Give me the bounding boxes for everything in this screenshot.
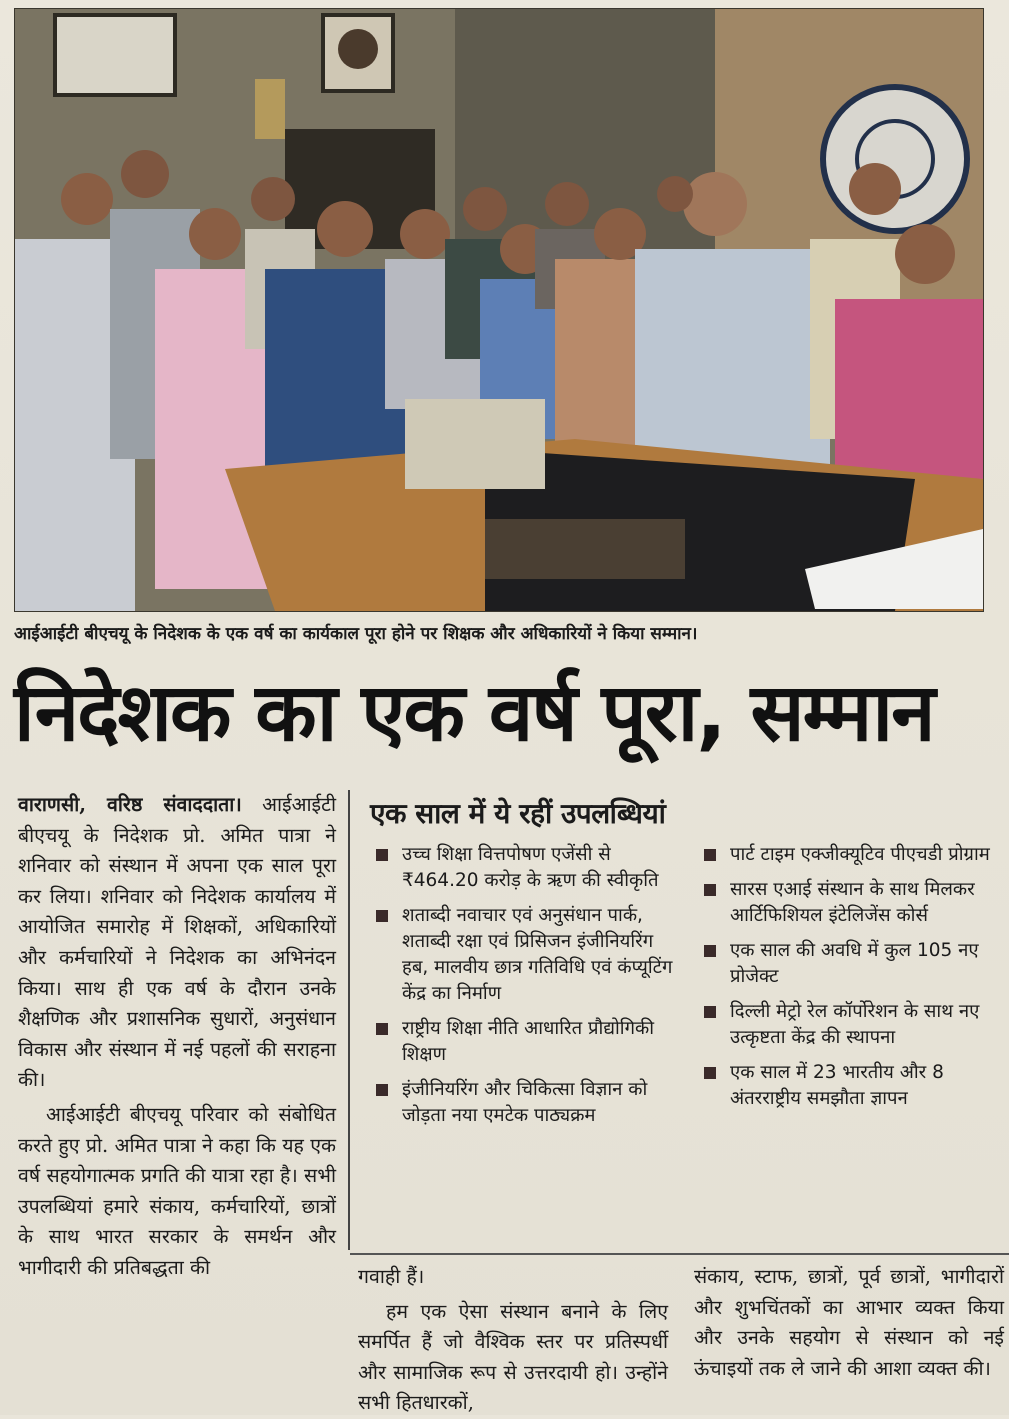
square-bullet-icon [704,884,716,896]
achievement-item: दिल्ली मेट्रो रेल कॉर्पोरेशन के साथ नए उत्कृष्टता केंद्र की स्थापना [704,999,1004,1051]
achievement-item: राष्ट्रीय शिक्षा नीति आधारित प्रौद्योगिकी शिक्षण [376,1016,676,1068]
square-bullet-icon [376,910,388,922]
photo-caption: आईआईटी बीएचयू के निदेशक के एक वर्ष का कार्यकाल पूरा होने पर शिक्षक और अधिकारियों ने किया सम्मान। [14,624,698,644]
group-photo [14,8,984,612]
square-bullet-icon [704,945,716,957]
article-paragraph: आईआईटी बीएचयू परिवार को संबोधित करते हुए प्रो. अमित पात्रा ने कहा कि यह एक वर्ष सहयोगात्मक प्रगति की यात्रा रहा है। सभी उपलब्धियां हमारे संकाय, कर्मचारियों, छात्रों के साथ भारत सरकार के समर्थन और भागीदारी की प्रतिबद्धता की [18,1102,336,1279]
achievement-item: एक साल की अवधि में कुल 105 नए प्रोजेक्ट [704,938,1004,990]
headline: निदेशक का एक वर्ष पूरा, सम्मान [14,666,934,759]
achievement-item: एक साल में 23 भारतीय और 8 अंतरराष्ट्रीय समझौता ज्ञापन [704,1060,1004,1112]
achievement-item: पार्ट टाइम एक्जीक्यूटिव पीएचडी प्रोग्राम [704,842,1004,868]
article-paragraph: संकाय, स्टाफ, छात्रों, पूर्व छात्रों, भागीदारों और शुभचिंतकों का आभार व्यक्त किया और उनके सहयोग से संस्थान को नई ऊंचाइयों तक ले जाने की आशा व्यक्त की। [694,1265,1004,1380]
group-photo-illustration [15,9,983,611]
achievement-item: शताब्दी नवाचार एवं अनुसंधान पार्क, शताब्दी रक्षा एवं प्रिसिजन इंजीनियरिंग हब, मालवीय छात्र गतिविधि एवं कंप्यूटिंग केंद्र का निर्माण [376,903,676,1007]
achievements-list-left [376,842,676,1138]
square-bullet-icon [376,849,388,861]
achievements-list-right [704,842,1004,1121]
square-bullet-icon [376,1084,388,1096]
achievement-item: सारस एआई संस्थान के साथ मिलकर आर्टिफिशियल इंटेलिजेंस कोर्स [704,877,1004,929]
square-bullet-icon [376,1023,388,1035]
square-bullet-icon [704,1067,716,1079]
article-column-right [694,1262,1004,1384]
divider [350,1253,1009,1255]
achievements-box [348,790,1009,1250]
square-bullet-icon [704,849,716,861]
achievements-title: एक साल में ये रहीं उपलब्धियां [370,797,666,830]
achievement-item: इंजीनियरिंग और चिकित्सा विज्ञान को जोड़ता नया एमटेक पाठ्यक्रम [376,1077,676,1129]
achievement-item: उच्च शिक्षा वित्तपोषण एजेंसी से ₹464.20 करोड़ के ऋण की स्वीकृति [376,842,676,894]
square-bullet-icon [704,1006,716,1018]
article-paragraph: गवाही हैं। [358,1265,425,1288]
dateline: वाराणसी, वरिष्ठ संवाददाता। [18,793,242,816]
article-column-middle [358,1262,668,1419]
article-paragraph: हम एक ऐसा संस्थान बनाने के लिए समर्पित हैं जो वैश्विक स्तर पर प्रतिस्पर्धी और सामाजिक रूप से उत्तरदायी हो। उन्होंने सभी हितधारकों, [358,1299,668,1414]
article-paragraph: आईआईटी बीएचयू के निदेशक प्रो. अमित पात्रा ने शनिवार को संस्थान में अपना एक साल पूरा कर लिया। शनिवार को निदेशक कार्यालय में आयोजित समारोह में शिक्षकों, अधिकारियों और कर्मचारियों ने निदेशक का अभिनंदन किया। साथ ही एक वर्ष के दौरान उनके शैक्षणिक और प्रशासनिक सुधारों, अनुसंधान विकास और संस्थान में नई पहलों की सराहना की। [18,793,336,1092]
article-column-left [18,790,336,1284]
